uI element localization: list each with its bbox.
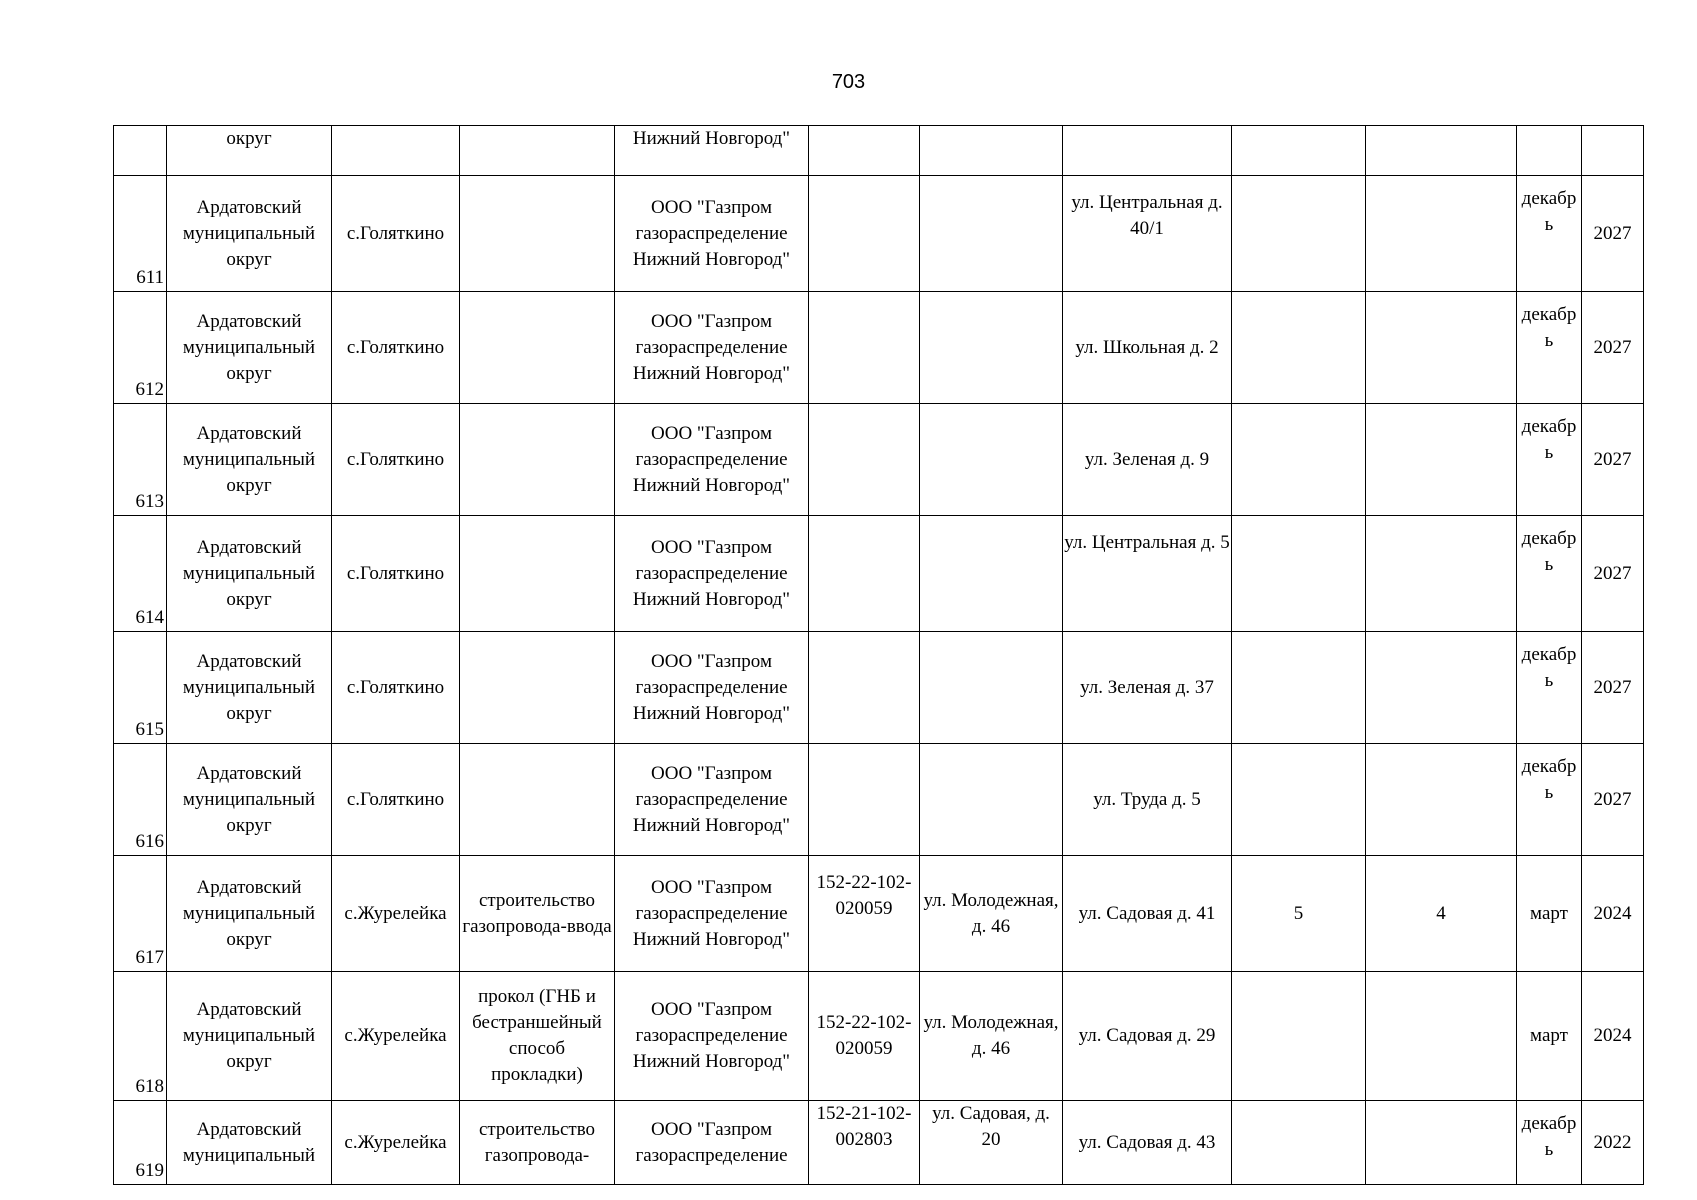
- cell-source-address: [920, 744, 1063, 856]
- cell-year: 2022: [1582, 1101, 1644, 1185]
- cell-year: 2027: [1582, 632, 1644, 744]
- cell-value-1: [1232, 126, 1366, 176]
- cell-village: с.Голяткино: [332, 292, 460, 404]
- cell-source-address: [920, 516, 1063, 632]
- cell-value-2: [1366, 292, 1517, 404]
- cell-code: [809, 292, 920, 404]
- table-row-continuation: [114, 126, 1644, 176]
- cell-district: округ: [167, 126, 332, 176]
- cell-address: ул. Зеленая д. 37: [1063, 632, 1232, 744]
- cell-source-address: [920, 404, 1063, 516]
- cell-value-2: [1366, 744, 1517, 856]
- cell-value-2: [1366, 516, 1517, 632]
- cell-village: с.Голяткино: [332, 632, 460, 744]
- table-row: [114, 404, 1644, 516]
- cell-num: 617: [114, 856, 167, 972]
- cell-district: Ардатовский муниципальный округ: [167, 176, 332, 292]
- cell-month: декабрь: [1517, 516, 1582, 632]
- cell-source-address: ул. Молодежная, д. 46: [920, 856, 1063, 972]
- cell-address: ул. Труда д. 5: [1063, 744, 1232, 856]
- cell-address: [1063, 126, 1232, 176]
- cell-district: Ардатовский муниципальный округ: [167, 292, 332, 404]
- cell-village: с.Голяткино: [332, 176, 460, 292]
- cell-district: Ардатовский муниципальный округ: [167, 404, 332, 516]
- cell-address: ул. Центральная д. 5: [1063, 516, 1232, 632]
- cell-work: [460, 404, 615, 516]
- cell-district: Ардатовский муниципальный округ: [167, 744, 332, 856]
- cell-month: март: [1517, 972, 1582, 1101]
- cell-address: ул. Садовая д. 29: [1063, 972, 1232, 1101]
- cell-code: [809, 126, 920, 176]
- cell-village: с.Журелейка: [332, 972, 460, 1101]
- cell-month: декабрь: [1517, 404, 1582, 516]
- table-row: [114, 176, 1644, 292]
- cell-village: с.Голяткино: [332, 744, 460, 856]
- cell-company: ООО "Газпром газораспределение Нижний Новгород": [615, 516, 809, 632]
- gas-connections-table: [113, 125, 1644, 1185]
- cell-company: ООО "Газпром газораспределение Нижний Новгород": [615, 292, 809, 404]
- cell-code: 152-21-102-002803: [809, 1101, 920, 1185]
- cell-num: 611: [114, 176, 167, 292]
- cell-work: строительство газопровода-ввода: [460, 856, 615, 972]
- cell-work: [460, 744, 615, 856]
- table-row: [114, 856, 1644, 972]
- page-number: 703: [831, 71, 866, 93]
- cell-address: ул. Зеленая д. 9: [1063, 404, 1232, 516]
- cell-work: [460, 126, 615, 176]
- cell-company: ООО "Газпром газораспределение Нижний Новгород": [615, 744, 809, 856]
- cell-year: [1582, 126, 1644, 176]
- cell-company: ООО "Газпром газораспределение Нижний Новгород": [615, 404, 809, 516]
- cell-value-1: [1232, 632, 1366, 744]
- cell-company: ООО "Газпром газораспределение Нижний Новгород": [615, 632, 809, 744]
- cell-code: [809, 516, 920, 632]
- cell-work: [460, 176, 615, 292]
- cell-district: Ардатовский муниципальный: [167, 1101, 332, 1185]
- cell-district: Ардатовский муниципальный округ: [167, 856, 332, 972]
- cell-month: декабрь: [1517, 744, 1582, 856]
- cell-year: 2024: [1582, 856, 1644, 972]
- cell-num: [114, 126, 167, 176]
- cell-code: [809, 176, 920, 292]
- cell-source-address: [920, 292, 1063, 404]
- cell-month: декабрь: [1517, 1101, 1582, 1185]
- cell-source-address: [920, 176, 1063, 292]
- cell-address: ул. Центральная д. 40/1: [1063, 176, 1232, 292]
- cell-value-1: [1232, 744, 1366, 856]
- cell-village: с.Голяткино: [332, 516, 460, 632]
- cell-source-address: ул. Садовая, д. 20: [920, 1101, 1063, 1185]
- cell-year: 2024: [1582, 972, 1644, 1101]
- cell-source-address: [920, 126, 1063, 176]
- cell-company: ООО "Газпром газораспределение: [615, 1101, 809, 1185]
- cell-district: Ардатовский муниципальный округ: [167, 632, 332, 744]
- cell-year: 2027: [1582, 292, 1644, 404]
- cell-value-2: [1366, 1101, 1517, 1185]
- cell-address: ул. Школьная д. 2: [1063, 292, 1232, 404]
- cell-num: 614: [114, 516, 167, 632]
- cell-code: [809, 632, 920, 744]
- cell-num: 618: [114, 972, 167, 1101]
- cell-village: с.Журелейка: [332, 1101, 460, 1185]
- table-row: [114, 744, 1644, 856]
- cell-value-1: 5: [1232, 856, 1366, 972]
- cell-value-1: [1232, 176, 1366, 292]
- cell-company: ООО "Газпром газораспределение Нижний Новгород": [615, 176, 809, 292]
- cell-code: [809, 744, 920, 856]
- cell-month: [1517, 126, 1582, 176]
- cell-num: 615: [114, 632, 167, 744]
- cell-source-address: [920, 632, 1063, 744]
- cell-year: 2027: [1582, 516, 1644, 632]
- cell-work: [460, 632, 615, 744]
- cell-value-2: [1366, 632, 1517, 744]
- cell-work: прокол (ГНБ и бестраншейный способ прокладки): [460, 972, 615, 1101]
- cell-value-2: [1366, 404, 1517, 516]
- cell-month: декабрь: [1517, 292, 1582, 404]
- cell-num: 612: [114, 292, 167, 404]
- cell-village: [332, 126, 460, 176]
- table-row: [114, 1101, 1644, 1185]
- cell-num: 619: [114, 1101, 167, 1185]
- cell-value-1: [1232, 292, 1366, 404]
- cell-company: ООО "Газпром газораспределение Нижний Новгород": [615, 856, 809, 972]
- cell-year: 2027: [1582, 176, 1644, 292]
- cell-value-1: [1232, 404, 1366, 516]
- cell-address: ул. Садовая д. 43: [1063, 1101, 1232, 1185]
- table-row: [114, 972, 1644, 1101]
- cell-year: 2027: [1582, 744, 1644, 856]
- cell-company: Нижний Новгород": [615, 126, 809, 176]
- cell-year: 2027: [1582, 404, 1644, 516]
- cell-code: [809, 404, 920, 516]
- cell-code: 152-22-102-020059: [809, 856, 920, 972]
- cell-address: ул. Садовая д. 41: [1063, 856, 1232, 972]
- table-row: [114, 292, 1644, 404]
- cell-month: декабрь: [1517, 632, 1582, 744]
- cell-value-1: [1232, 1101, 1366, 1185]
- cell-village: с.Голяткино: [332, 404, 460, 516]
- cell-district: Ардатовский муниципальный округ: [167, 972, 332, 1101]
- cell-value-2: 4: [1366, 856, 1517, 972]
- cell-value-2: [1366, 972, 1517, 1101]
- cell-company: ООО "Газпром газораспределение Нижний Новгород": [615, 972, 809, 1101]
- cell-num: 613: [114, 404, 167, 516]
- cell-work: [460, 292, 615, 404]
- cell-month: декабрь: [1517, 176, 1582, 292]
- cell-month: март: [1517, 856, 1582, 972]
- cell-value-1: [1232, 972, 1366, 1101]
- cell-num: 616: [114, 744, 167, 856]
- table-row: [114, 632, 1644, 744]
- table-row: [114, 516, 1644, 632]
- cell-value-1: [1232, 516, 1366, 632]
- cell-work: строительство газопровода-: [460, 1101, 615, 1185]
- cell-value-2: [1366, 176, 1517, 292]
- cell-work: [460, 516, 615, 632]
- cell-source-address: ул. Молодежная, д. 46: [920, 972, 1063, 1101]
- cell-value-2: [1366, 126, 1517, 176]
- cell-code: 152-22-102-020059: [809, 972, 920, 1101]
- cell-village: с.Журелейка: [332, 856, 460, 972]
- cell-district: Ардатовский муниципальный округ: [167, 516, 332, 632]
